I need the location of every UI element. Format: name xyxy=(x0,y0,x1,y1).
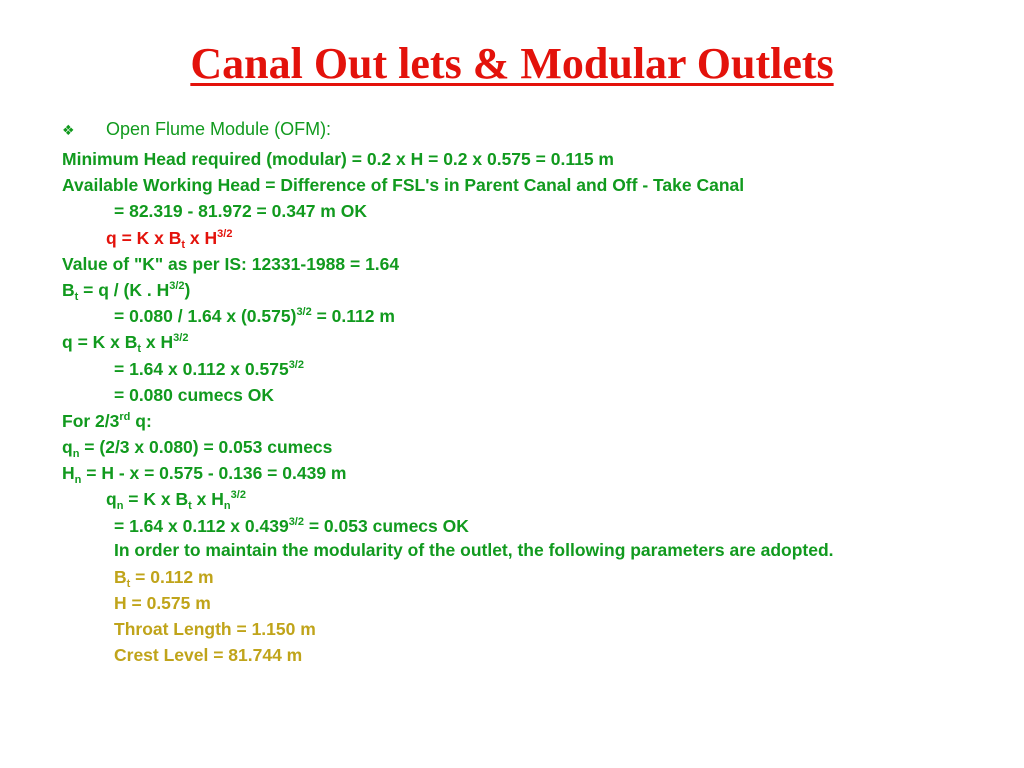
section-heading xyxy=(62,116,331,143)
q-formula-check: q = K x $B_t$ x $H^{3/2}$ xyxy=(62,332,189,356)
bt-formula: $B_t = q / (K$ . $H^{3/2}$) xyxy=(62,279,191,303)
qn-formula: $q_n = K$ x $B_t$ x $H_n^{3/2}$ xyxy=(106,489,246,513)
q-calc-2: = 0.080 cumecs OK xyxy=(114,384,275,405)
two-thirds-line: For 2/3rd q: xyxy=(62,410,152,431)
section-heading-text: Open Flume Module (OFM): xyxy=(106,119,332,139)
qn-result: = 1.64 x 0.112 x $0.439^{3/2} = 0.053$ cumecs OK xyxy=(114,515,469,536)
q-calc-1: = 1.64 x 0.112 x $0.575^{3/2}$ xyxy=(114,358,304,379)
calculation-body xyxy=(62,146,1014,669)
param-bt: $B_t = 0.112$ m xyxy=(114,566,214,590)
param-crest-level: Crest Level = 81.744 m xyxy=(114,645,303,666)
available-head-calc: = 82.319 - 81.972 = 0.347 m OK xyxy=(114,201,367,222)
bt-calc: = 0.080 / 1.64 x $(0.575)^{3/2} = 0.112$ m xyxy=(114,306,395,327)
param-throat-length: Throat Length = 1.150 m xyxy=(114,619,316,640)
diamond-bullet-icon: ❖ xyxy=(62,122,75,138)
available-head-line: Available Working Head = Difference of FSL's in Parent Canal and Off - Take Canal xyxy=(62,175,745,196)
qn-calc: $q_n = (2/3$ x 0.080) = 0.053 cumecs xyxy=(62,437,333,461)
min-head-line: Minimum Head required (modular) = 0.2 x H = 0.2 x 0.575 = 0.115 m xyxy=(62,149,614,169)
k-value-line: Value of "K" as per IS: 12331-1988 = 1.64 xyxy=(62,253,400,274)
param-h: H = 0.575 m xyxy=(114,593,211,613)
slide-title xyxy=(0,36,1024,92)
hn-calc: $H_n = H - x = 0.575 - 0.136 = 0.439$ m xyxy=(62,463,347,487)
discharge-formula: q = K x $B_t$ x $H^{3/2}$ xyxy=(106,227,233,251)
slide-title-text: Canal Out lets & Modular Outlets xyxy=(190,39,834,88)
modularity-paragraph: In order to maintain the modularity of the outlet, the following parameters are adopted. xyxy=(114,539,834,560)
